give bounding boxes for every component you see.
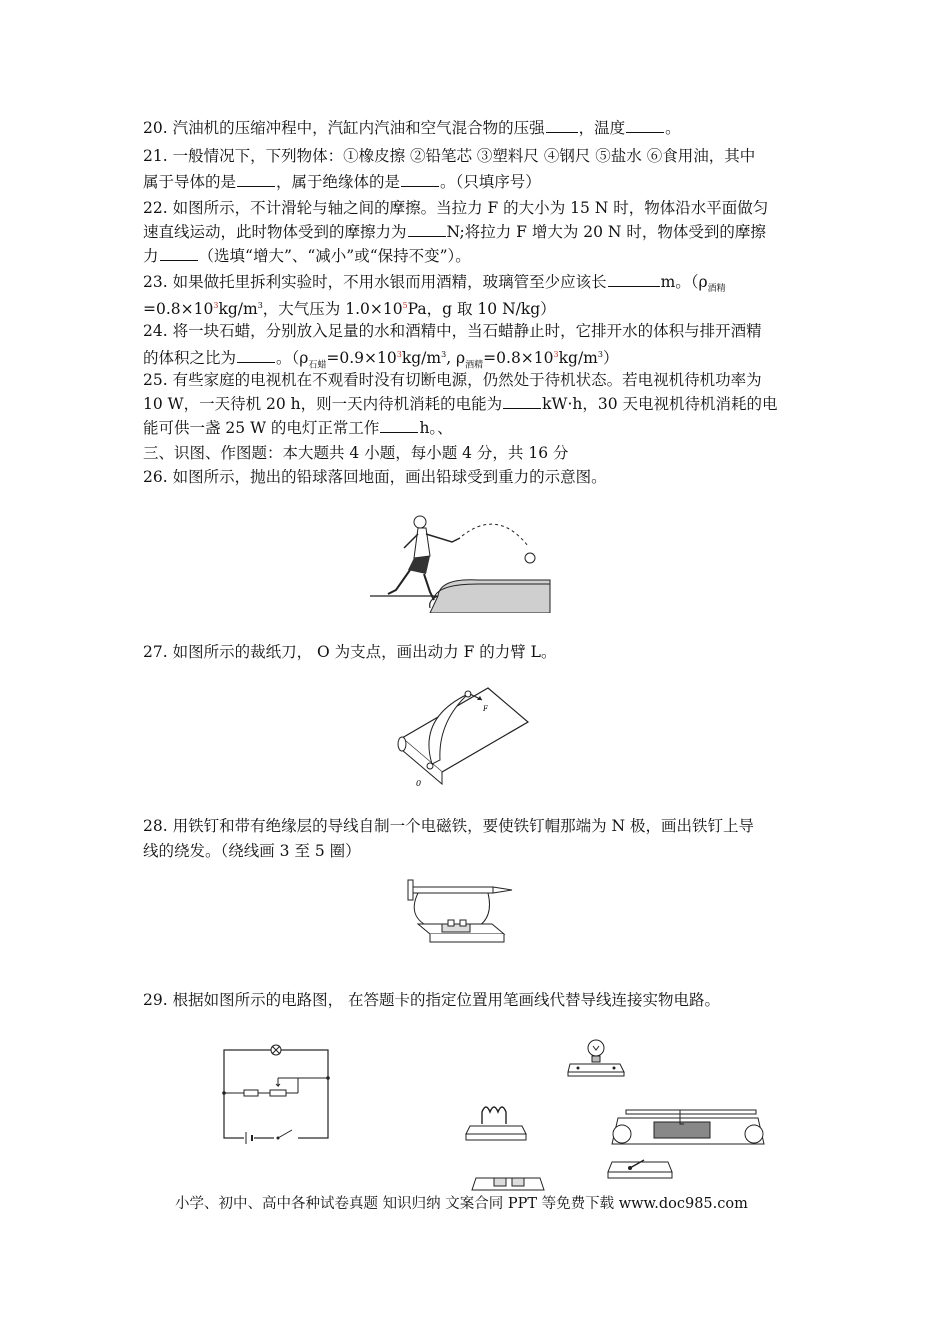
q21-text-b: ，属于绝缘体的是 (276, 173, 401, 191)
q24-text-h: ） (602, 349, 619, 368)
question-26: 26. 如图所示，抛出的铅球落回地面，画出铅球受到重力的示意图。 (143, 468, 607, 486)
question-22-line2 (143, 222, 766, 242)
q23-sup: 3 (257, 301, 263, 310)
q24-text-e: , ρ (446, 349, 466, 368)
question-29: 29. 根据如图所示的电路图， 在答题卡的指定位置用笔画线代替导线连接实物电路。 (143, 991, 721, 1009)
question-20 (143, 118, 681, 138)
q24-sub: 石蜡 (308, 360, 327, 371)
q22-text-a: 速直线运动，此时物体受到的摩擦力为 (143, 223, 407, 241)
answer-blank[interactable] (546, 118, 578, 133)
answer-blank[interactable] (237, 348, 275, 363)
question-21-line2 (143, 172, 541, 192)
label-F: F (483, 705, 488, 713)
question-21-line1: 21. 一般情况下，下列物体：①橡皮擦 ②铅笔芯 ③塑料尺 ④钢尺 ⑤盐水 ⑥食用油，其中 (143, 147, 756, 165)
q24-sup: 3 (553, 350, 559, 359)
q24-text-b: 。（ρ (276, 349, 309, 368)
paper-cutter-figure (388, 678, 538, 793)
question-25-line2 (143, 394, 778, 414)
question-25-line3 (143, 418, 453, 438)
question-28-line2: 线的绕发。（绕线画 3 至 5 圈） (143, 842, 361, 860)
question-22-line1: 22. 如图所示，不计滑轮与轴之间的摩擦。当拉力 F 的大小为 15 N 时，物体沿水平面做匀 (143, 199, 769, 217)
q24-sup: 3 (597, 350, 603, 359)
q23-text-c: =0.8×10 (143, 300, 214, 319)
q22-text-c: 力 (143, 247, 159, 265)
q23-sub: 酒精 (707, 284, 726, 295)
q23-text-e: ，大气压为 1.0×10 (262, 300, 403, 319)
rheostat-component (608, 1104, 768, 1156)
circuit-diagram (216, 1040, 336, 1148)
q25-text-b: kW·h，30 天电视机待机消耗的电 (542, 395, 778, 413)
switch-component (606, 1158, 676, 1186)
answer-blank[interactable] (380, 418, 418, 433)
q23-text-f: Pa，g 取 10 N/kg） (407, 300, 556, 319)
electromagnet-coil-component (464, 1102, 530, 1146)
lamp-component (566, 1036, 626, 1078)
q23-sup: 5 (402, 301, 408, 310)
q22-text-d: （选填“增大”、“减小”或“保持不变”）。 (198, 247, 471, 265)
question-27: 27. 如图所示的裁纸刀， O 为支点，画出动力 F 的力臂 L。 (143, 643, 557, 661)
q21-text-a: 属于导体的是 (143, 173, 237, 191)
q25-text-a: 10 W，一天待机 20 h，则一天内待机消耗的电能为 (143, 395, 503, 413)
answer-blank[interactable] (237, 172, 275, 187)
answer-blank[interactable] (160, 246, 198, 261)
question-22-line3 (143, 246, 471, 266)
q22-text-b: N;将拉力 F 增大为 20 N 时，物体受到的摩擦 (446, 223, 766, 241)
q24-text-g: kg/m (558, 349, 598, 368)
answer-blank[interactable] (503, 394, 541, 409)
question-24-line1: 24. 将一块石蜡，分别放入足量的水和酒精中，当石蜡静止时，它排开水的体积与排开酒精 (143, 322, 762, 340)
answer-blank[interactable] (401, 172, 439, 187)
label-O: 0 (416, 779, 422, 788)
footer-text: 小学、初中、高中各种试卷真题 知识归纳 文案合同 PPT 等免费下载 www.doc985.com (175, 1196, 748, 1212)
q24-text-f: =0.8×10 (483, 349, 554, 368)
q23-text-b: m。（ρ (660, 273, 708, 291)
q24-text-d: kg/m (401, 349, 442, 368)
q20-text-b: ，温度 (578, 119, 626, 137)
q24-text-a: 的体积之比为 (143, 349, 237, 368)
answer-blank[interactable] (608, 272, 660, 287)
question-23-line2 (143, 296, 556, 319)
q24-text-c: =0.9×10 (326, 349, 397, 368)
q20-text-c: 。 (665, 119, 681, 137)
q21-text-c: 。（只填序号） (440, 173, 541, 191)
q24-sub: 酒精 (465, 360, 484, 371)
answer-blank[interactable] (408, 222, 446, 237)
nail-electromagnet-figure (404, 878, 516, 958)
q25-text-c: 能可供一盏 25 W 的电灯正常工作 (143, 419, 380, 437)
q23-sup: 3 (213, 301, 219, 310)
shot-put-figure (368, 508, 558, 613)
section-3-heading: 三、识图、作图题：本大题共 4 小题，每小题 4 分，共 16 分 (143, 444, 569, 462)
q23-text-d: kg/m (218, 300, 258, 319)
q24-sup: 3 (441, 350, 447, 359)
q25-text-d: h。、 (419, 419, 453, 437)
question-25-line1: 25. 有些家庭的电视机在不观看时没有切断电源，仍然处于待机状态。若电视机待机功率为 (143, 371, 762, 389)
q20-text-a: 20. 汽油机的压缩冲程中，汽缸内汽油和空气混合物的压强 (143, 119, 545, 137)
question-28-line1: 28. 用铁钉和带有绝缘层的导线自制一个电磁铁，要使铁钉帽那端为 N 极，画出铁钉上导 (143, 817, 754, 835)
q24-sup: 3 (396, 350, 402, 359)
q23-text-a: 23. 如果做托里拆利实验时，不用水银而用酒精，玻璃管至少应该长 (143, 273, 607, 291)
answer-blank[interactable] (626, 118, 664, 133)
